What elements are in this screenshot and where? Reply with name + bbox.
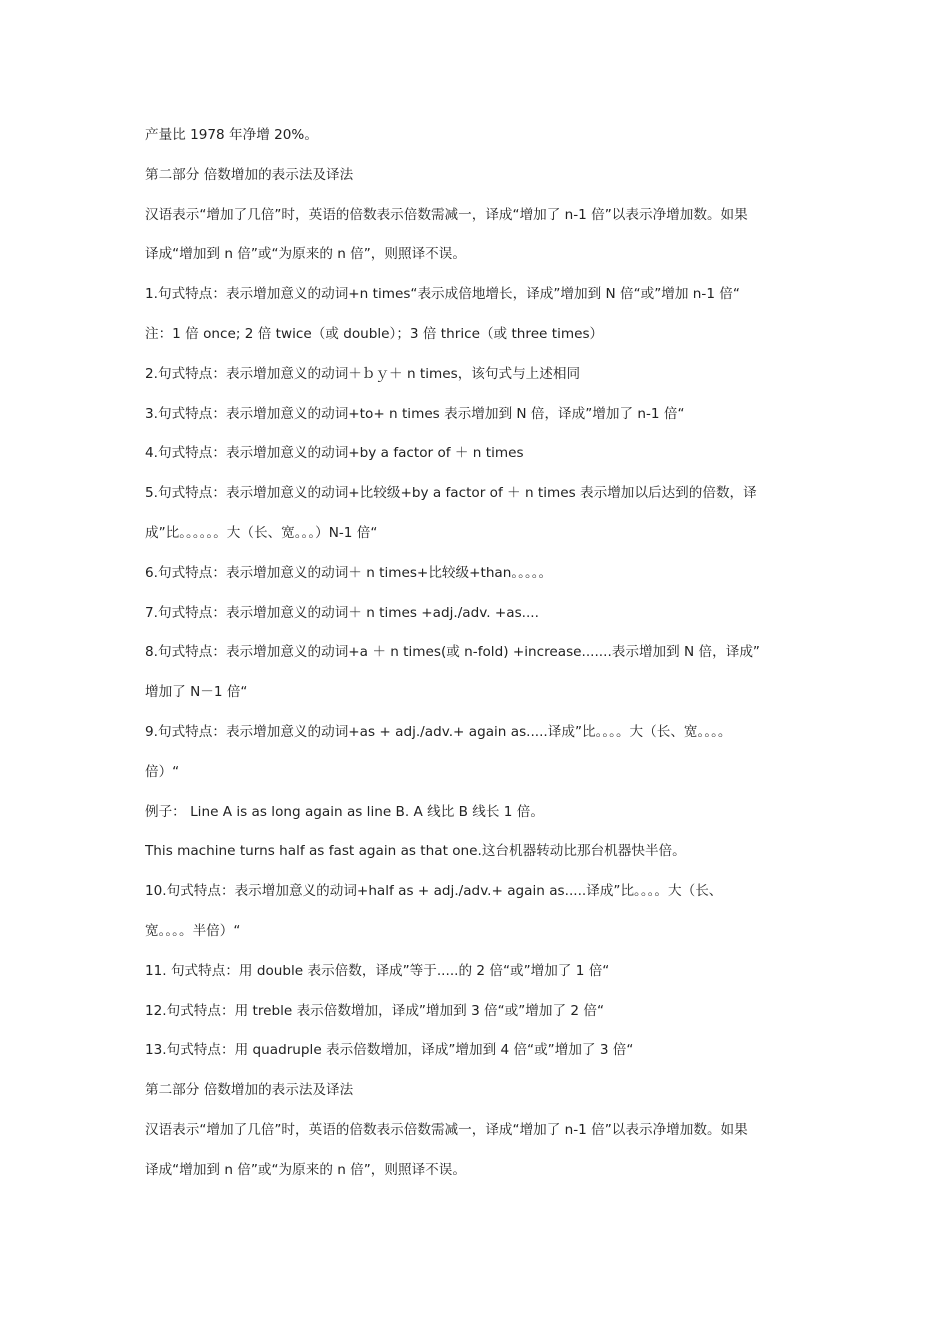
document-page [145,116,820,1191]
text-line: 成”比。。。。。。大（长、宽。。。）N-1 倍“ [145,524,378,541]
section-heading: 第二部分 倍数增加的表示法及译法 [145,1082,354,1099]
text-line: 译成“增加到 n 倍”或“为原来的 n 倍”，则照译不误。 [145,246,466,263]
text-line: 汉语表示“增加了几倍”时，英语的倍数表示倍数需减一，译成“增加了 n-1 倍”以表示净增加数。如果 [145,206,748,223]
text-line: 11. 句式特点：用 double 表示倍数，译成”等于.....的 2 倍“或”增加了 1 倍“ [145,962,610,979]
text-line: 6.句式特点：表示增加意义的动词＋ n times+比较级+than。。。。。 [145,564,553,581]
section-heading: 第二部分 倍数增加的表示法及译法 [145,166,354,183]
text-line: 产量比 1978 年净增 20%。 [145,127,318,143]
text-line: 5.句式特点：表示增加意义的动词+比较级+by a factor of ＋ n times 表示增加以后达到的倍数，译 [145,485,757,502]
example-line: This machine turns half as fast again as that one.这台机器转动比那台机器快半倍。 [145,843,686,860]
text-line: 9.句式特点：表示增加意义的动词+as + adj./adv.+ again as.....译成”比。。。。大（长、宽。。。。 [145,723,732,740]
text-line: 译成“增加到 n 倍”或“为原来的 n 倍”，则照译不误。 [145,1161,466,1178]
text-line: 4.句式特点：表示增加意义的动词+by a factor of ＋ n times [145,445,524,462]
text-line: 13.句式特点：用 quadruple 表示倍数增加，译成”增加到 4 倍“或”增加了 3 倍“ [145,1042,634,1059]
text-line: 3.句式特点：表示增加意义的动词+to+ n times 表示增加到 N 倍，译成”增加了 n-1 倍“ [145,405,685,422]
text-line: 增加了 N－1 倍“ [145,684,248,701]
text-line: 1.句式特点：表示增加意义的动词+n times“表示成倍地增长，译成”增加到 N 倍“或”增加 n-1 倍“ [145,286,740,303]
text-line: 12.句式特点：用 treble 表示倍数增加，译成”增加到 3 倍“或”增加了 2 倍“ [145,1002,605,1019]
text-line: 10.句式特点：表示增加意义的动词+half as + adj./adv.+ again as.....译成”比。。。。大（长、 [145,883,723,900]
text-line: 倍）“ [145,763,180,780]
example-line: 例子： Line A is as long again as line B. A 线比 B 线长 1 倍。 [145,803,544,820]
text-line: 7.句式特点：表示增加意义的动词＋ n times +adj./adv. +as.... [145,604,539,621]
text-line: 注：1 倍 once; 2 倍 twice（或 double）；3 倍 thrice（或 three times） [145,325,604,342]
text-line: 8.句式特点：表示增加意义的动词+a ＋ n times(或 n-fold) +increase.......表示增加到 N 倍，译成” [145,644,760,661]
text-line: 宽。。。。半倍）“ [145,922,241,939]
text-line: 汉语表示“增加了几倍”时，英语的倍数表示倍数需减一，译成“增加了 n-1 倍”以表示净增加数。如果 [145,1121,748,1138]
text-line: 2.句式特点：表示增加意义的动词＋ｂｙ＋ n times，该句式与上述相同 [145,365,581,382]
